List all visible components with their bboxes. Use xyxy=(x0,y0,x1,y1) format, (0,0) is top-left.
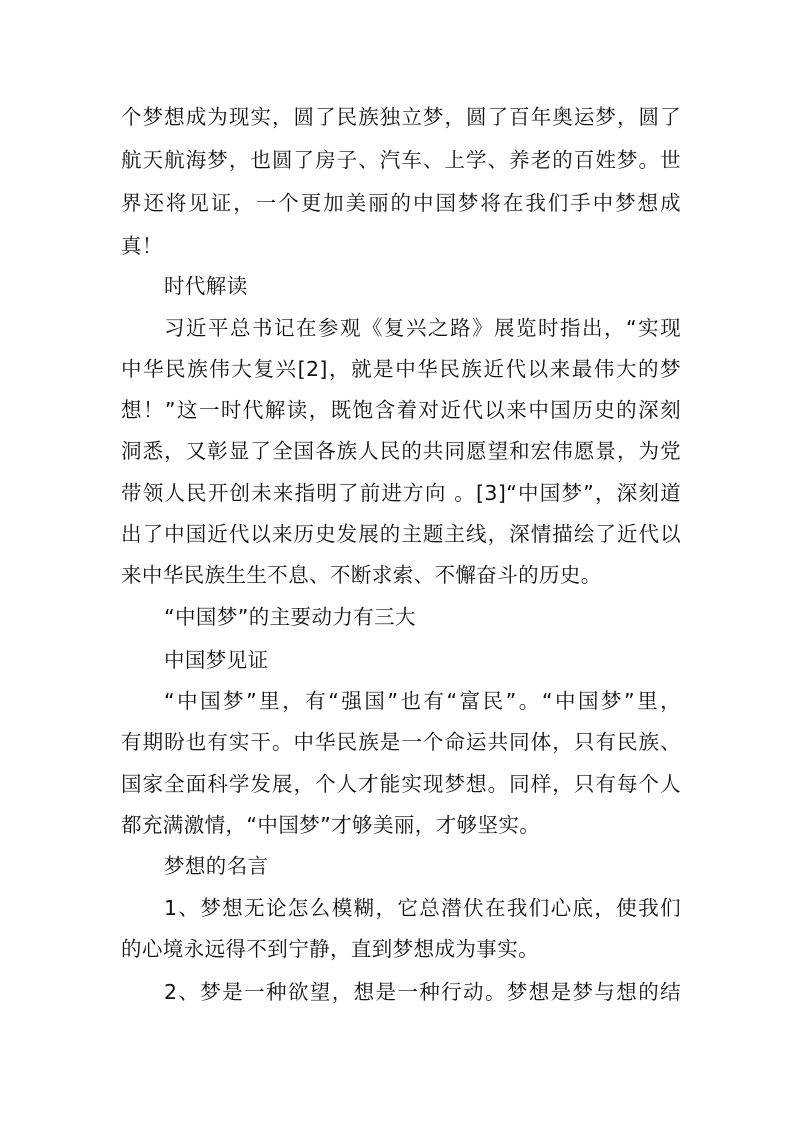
body-text-line: 带领人民开创未来指明了前进方向 。[3]“中国梦”，深刻道 xyxy=(121,481,681,505)
body-text-line: 真！ xyxy=(121,234,163,258)
body-text-line: 国家全面科学发展，个人才能实现梦想。同样，只有每个人 xyxy=(121,772,681,796)
body-text-line: 出了中国近代以来历史发展的主题主线，深情描绘了近代以 xyxy=(121,522,681,546)
body-text-line: 习近平总书记在参观《复兴之路》展览时指出，“实现 xyxy=(164,316,681,340)
body-text-line: 1、梦想无论怎么模糊，它总潜伏在我们心底，使我们 xyxy=(164,896,681,920)
body-text-line: “中国梦”里，有“强国”也有“富民”。“中国梦”里， xyxy=(164,689,681,713)
section-heading: 时代解读 xyxy=(164,274,248,298)
body-text-line: 想！”这一时代解读，既饱含着对近代以来中国历史的深刻 xyxy=(121,398,681,422)
body-text-line: 洞悉，又彰显了全国各族人民的共同愿望和宏伟愿景，为党 xyxy=(121,439,681,463)
body-text-line: 中华民族伟大复兴[2]，就是中华民族近代以来最伟大的梦 xyxy=(121,357,681,381)
section-heading: “中国梦”的主要动力有三大 xyxy=(164,605,416,629)
section-heading: 梦想的名言 xyxy=(164,854,269,878)
section-heading: 中国梦见证 xyxy=(164,648,269,672)
body-text-line: 个梦想成为现实，圆了民族独立梦，圆了百年奥运梦，圆了 xyxy=(121,105,681,129)
body-text-line: 的心境永远得不到宁静，直到梦想成为事实。 xyxy=(121,937,539,961)
body-text-line: 都充满激情，“中国梦”才够美丽，才够坚实。 xyxy=(121,813,541,837)
body-text-line: 界还将见证，一个更加美丽的中国梦将在我们手中梦想成 xyxy=(121,191,681,215)
body-text-line: 来中华民族生生不息、不断求索、不懈奋斗的历史。 xyxy=(121,563,602,587)
body-text-line: 航天航海梦，也圆了房子、汽车、上学、养老的百姓梦。世 xyxy=(121,148,681,172)
body-text-line: 2、梦是一种欲望，想是一种行动。梦想是梦与想的结 xyxy=(164,980,681,1004)
body-text-line: 有期盼也有实干。中华民族是一个命运共同体，只有民族、 xyxy=(121,730,681,754)
